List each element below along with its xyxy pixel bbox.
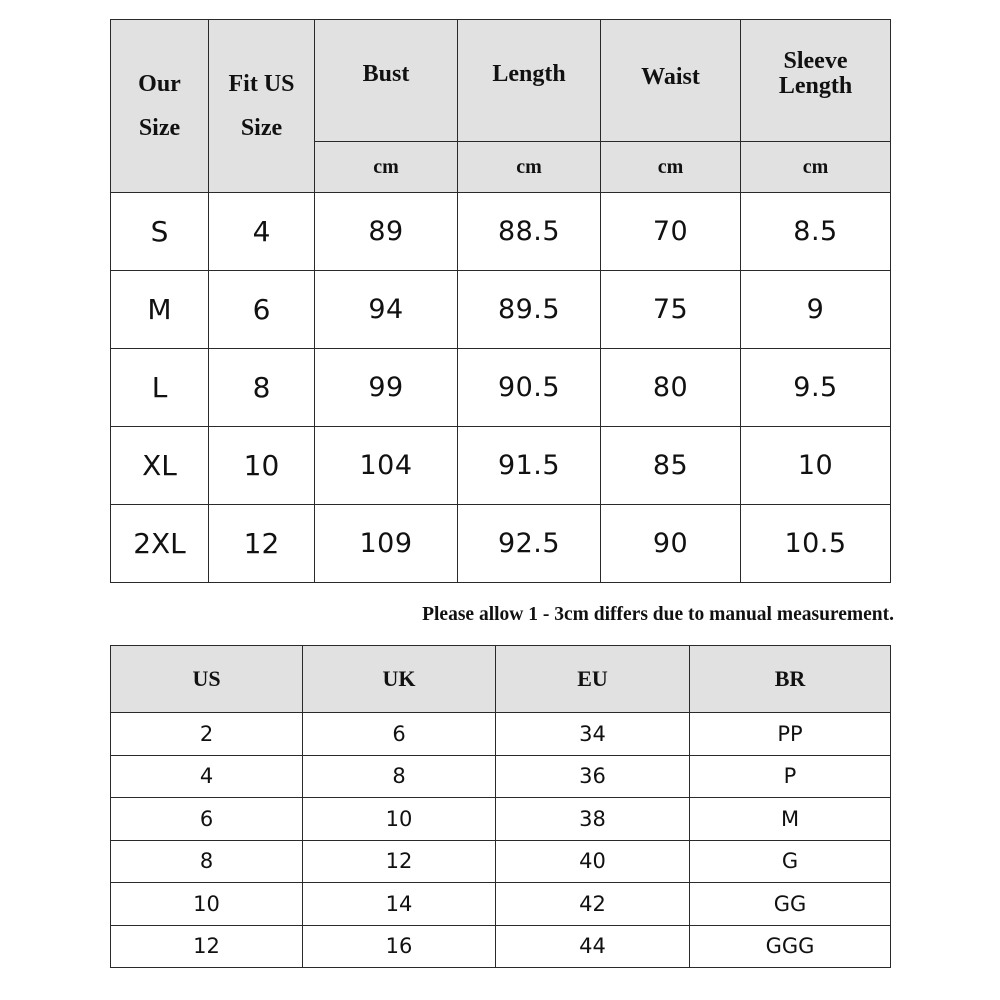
table-row bbox=[111, 349, 891, 427]
cell-us: 6 bbox=[111, 798, 303, 841]
header-bust bbox=[315, 20, 458, 142]
cell-br: G bbox=[690, 840, 891, 883]
cell-bust: 99 bbox=[315, 349, 458, 427]
cell-sleeve: 10.5 bbox=[741, 505, 891, 583]
cell-waist: 85 bbox=[601, 427, 741, 505]
header-uk: UK bbox=[303, 646, 496, 713]
cell-eu: 42 bbox=[496, 883, 690, 926]
cell-length: 89.5 bbox=[458, 271, 601, 349]
cell-eu: 36 bbox=[496, 755, 690, 798]
cell-fit-us: 8 bbox=[209, 349, 315, 427]
table-row bbox=[111, 271, 891, 349]
cell-fit-us: 10 bbox=[209, 427, 315, 505]
table-row bbox=[111, 925, 891, 968]
cell-br: GG bbox=[690, 883, 891, 926]
cell-waist: 90 bbox=[601, 505, 741, 583]
cell-our-size: S bbox=[111, 193, 209, 271]
cell-eu: 38 bbox=[496, 798, 690, 841]
table-row bbox=[111, 427, 891, 505]
cell-us: 8 bbox=[111, 840, 303, 883]
conversion-header-row bbox=[111, 646, 891, 713]
cell-br: M bbox=[690, 798, 891, 841]
cell-length: 88.5 bbox=[458, 193, 601, 271]
cell-length: 90.5 bbox=[458, 349, 601, 427]
table-row bbox=[111, 883, 891, 926]
cell-us: 2 bbox=[111, 713, 303, 756]
cell-eu: 44 bbox=[496, 925, 690, 968]
unit-bust: cm bbox=[315, 142, 458, 193]
header-sleeve-line1: Sleeve bbox=[783, 47, 848, 74]
cell-sleeve: 9 bbox=[741, 271, 891, 349]
cell-uk: 6 bbox=[303, 713, 496, 756]
cell-uk: 8 bbox=[303, 755, 496, 798]
table-row bbox=[111, 505, 891, 583]
header-waist-label: Waist bbox=[641, 64, 700, 90]
cell-bust: 94 bbox=[315, 271, 458, 349]
table-row bbox=[111, 840, 891, 883]
header-length-label: Length bbox=[492, 61, 566, 87]
unit-sleeve: cm bbox=[741, 142, 891, 193]
cell-eu: 34 bbox=[496, 713, 690, 756]
header-fit-us-line1: Fit US bbox=[228, 71, 295, 97]
cell-waist: 75 bbox=[601, 271, 741, 349]
cell-eu: 40 bbox=[496, 840, 690, 883]
header-waist bbox=[601, 20, 741, 142]
cell-our-size: XL bbox=[111, 427, 209, 505]
cell-length: 92.5 bbox=[458, 505, 601, 583]
cell-br: P bbox=[690, 755, 891, 798]
header-our-size-line2: Size bbox=[138, 115, 181, 141]
unit-waist: cm bbox=[601, 142, 741, 193]
cell-fit-us: 6 bbox=[209, 271, 315, 349]
cell-bust: 104 bbox=[315, 427, 458, 505]
header-our-size bbox=[111, 20, 209, 193]
cell-waist: 80 bbox=[601, 349, 741, 427]
cell-uk: 16 bbox=[303, 925, 496, 968]
measurement-note: Please allow 1 - 3cm differs due to manual measurement. bbox=[422, 604, 894, 625]
table-row bbox=[111, 193, 891, 271]
cell-our-size: M bbox=[111, 271, 209, 349]
header-eu: EU bbox=[496, 646, 690, 713]
unit-length: cm bbox=[458, 142, 601, 193]
cell-us: 10 bbox=[111, 883, 303, 926]
cell-bust: 109 bbox=[315, 505, 458, 583]
cell-sleeve: 8.5 bbox=[741, 193, 891, 271]
cell-us: 4 bbox=[111, 755, 303, 798]
cell-br: PP bbox=[690, 713, 891, 756]
table-row bbox=[111, 713, 891, 756]
header-us: US bbox=[111, 646, 303, 713]
cell-bust: 89 bbox=[315, 193, 458, 271]
size-chart-table bbox=[110, 19, 891, 583]
header-fit-us-line2: Size bbox=[240, 115, 283, 141]
header-br: BR bbox=[690, 646, 891, 713]
cell-uk: 12 bbox=[303, 840, 496, 883]
cell-fit-us: 4 bbox=[209, 193, 315, 271]
table-row bbox=[111, 755, 891, 798]
cell-length: 91.5 bbox=[458, 427, 601, 505]
header-bust-label: Bust bbox=[362, 61, 410, 87]
cell-sleeve: 9.5 bbox=[741, 349, 891, 427]
header-fit-us-size bbox=[209, 20, 315, 193]
cell-uk: 10 bbox=[303, 798, 496, 841]
cell-waist: 70 bbox=[601, 193, 741, 271]
cell-sleeve: 10 bbox=[741, 427, 891, 505]
header-sleeve-line2: Length bbox=[778, 72, 853, 99]
header-sleeve-length bbox=[741, 20, 891, 142]
header-our-size-line1: Our bbox=[138, 71, 181, 97]
cell-fit-us: 12 bbox=[209, 505, 315, 583]
cell-our-size: 2XL bbox=[111, 505, 209, 583]
cell-br: GGG bbox=[690, 925, 891, 968]
header-length bbox=[458, 20, 601, 142]
cell-uk: 14 bbox=[303, 883, 496, 926]
cell-us: 12 bbox=[111, 925, 303, 968]
cell-our-size: L bbox=[111, 349, 209, 427]
size-conversion-table bbox=[110, 645, 891, 968]
table-row bbox=[111, 798, 891, 841]
